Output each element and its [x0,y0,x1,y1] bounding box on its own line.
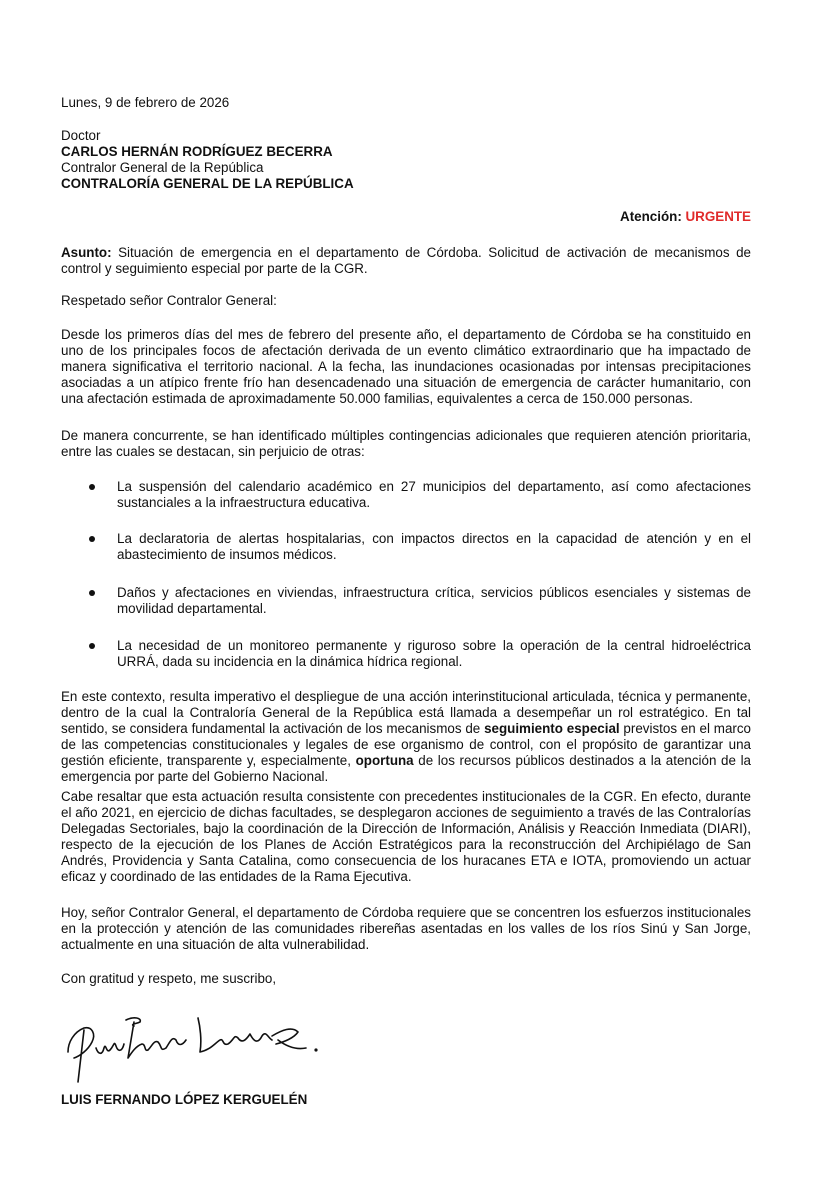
emphasis-oportuna: oportuna [355,753,414,768]
paragraph-request: Hoy, señor Contralor General, el departamento de Córdoba requiere que se concentren los esfuerzos institucionales en la protección y atención de las comunidades ribereñas asentadas en los valles de los ríos Sinú y San Jorge, actualmente en una situación de alta vulnerabilidad. [61,905,751,952]
bullet-item: Daños y afectaciones en viviendas, infraestructura crítica, servicios públicos esenciales y sistemas de movilidad departamental. [117,585,751,616]
recipient-salutation: Doctor [61,128,101,143]
subject-line [61,245,751,277]
bullet-dot [89,484,95,490]
paragraph-contingencies: De manera concurrente, se han identificado múltiples contingencias adicionales que requieren atención prioritaria, entre las cuales se destacan, sin perjuicio de otras: [61,428,751,459]
handwritten-signature [62,1000,322,1090]
greeting: Respetado señor Contralor General: [61,293,277,308]
bullet-item: La suspensión del calendario académico en 27 municipios del departamento, así como afectaciones sustanciales a la infraestructura educativa. [117,479,751,510]
recipient-block [61,128,751,192]
paragraph-intro: Desde los primeros días del mes de febrero del presente año, el departamento de Córdoba se ha constituido en uno de los principales focos de afectación derivada de un evento climático extraordinario que ha impactado de manera significativa el territorio nacional. A la fecha, las inundaciones ocasionadas por intensas precipitaciones asociadas a un atípico frente frío han desencadenado una situación de emergencia de carácter humanitario, con una afectación estimada de aproximadamente 50.000 familias, equivalentes a cerca de 150.000 personas. [61,327,751,406]
emphasis-seguimiento-especial: seguimiento especial [484,721,620,736]
bullet-item: La declaratoria de alertas hospitalarias, con impactos directos en la capacidad de atención y en el abastecimiento de insumos médicos. [117,531,751,562]
recipient-title: Contralor General de la República [61,160,264,175]
subject-text: Situación de emergencia en el departamento de Córdoba. Solicitud de activación de mecanismos de control y seguimiento especial por parte de la CGR. [61,245,751,276]
recipient-organization: CONTRALORÍA GENERAL DE LA REPÚBLICA [61,176,354,191]
bullet-item: La necesidad de un monitoreo permanente y riguroso sobre la operación de la central hidroeléctrica URRÁ, dada su incidencia en la dinámica hídrica regional. [117,638,751,669]
paragraph-context [61,689,751,785]
signer-name: LUIS FERNANDO LÓPEZ KERGUELÉN [61,1092,308,1107]
paragraph-context-part3: de los recursos públicos destinados a la atención de la emergencia por parte del Gobierno Nacional. [61,753,751,784]
attention-value: URGENTE [685,209,751,224]
attention-label: Atención: [620,209,682,224]
bullet-dot [89,643,95,649]
attention-line [61,209,751,225]
recipient-name: CARLOS HERNÁN RODRÍGUEZ BECERRA [61,144,333,159]
bullet-dot [89,590,95,596]
closing: Con gratitud y respeto, me suscribo, [61,971,277,986]
paragraph-context-part1: En este contexto, resulta imperativo el despliegue de una acción interinstitucional articulada, técnica y permanente, dentro de la cual la Contraloría General de la República está llamada a desempeñar un rol estratégico. En tal sentido, se considera fundamental la activación de los mecanismos de [61,689,751,736]
letter-date: Lunes, 9 de febrero de 2026 [61,95,230,110]
bullet-dot [89,536,95,542]
subject-label: Asunto: [61,245,112,260]
paragraph-context-part2: previstos en el marco de las competencias constitucionales y legales de ese organismo de control, con el propósito de garantizar una gestión eficiente, transparente y, especialmente, [61,721,751,768]
paragraph-precedents: Cabe resaltar que esta actuación resulta consistente con precedentes institucionales de la CGR. En efecto, durante el año 2021, en ejercicio de dichas facultades, se desplegaron acciones de seguimiento a través de las Contralorías Delegadas Sectoriales, bajo la coordinación de la Dirección de Información, Análisis y Reacción Inmediata (DIARI), respecto de la ejecución de los Planes de Acción Estratégicos para la reconstrucción del Archipiélago de San Andrés, Providencia y Santa Catalina, como consecuencia de los huracanes ETA e IOTA, promoviendo un actuar eficaz y coordinado de las entidades de la Rama Ejecutiva. [61,789,751,884]
